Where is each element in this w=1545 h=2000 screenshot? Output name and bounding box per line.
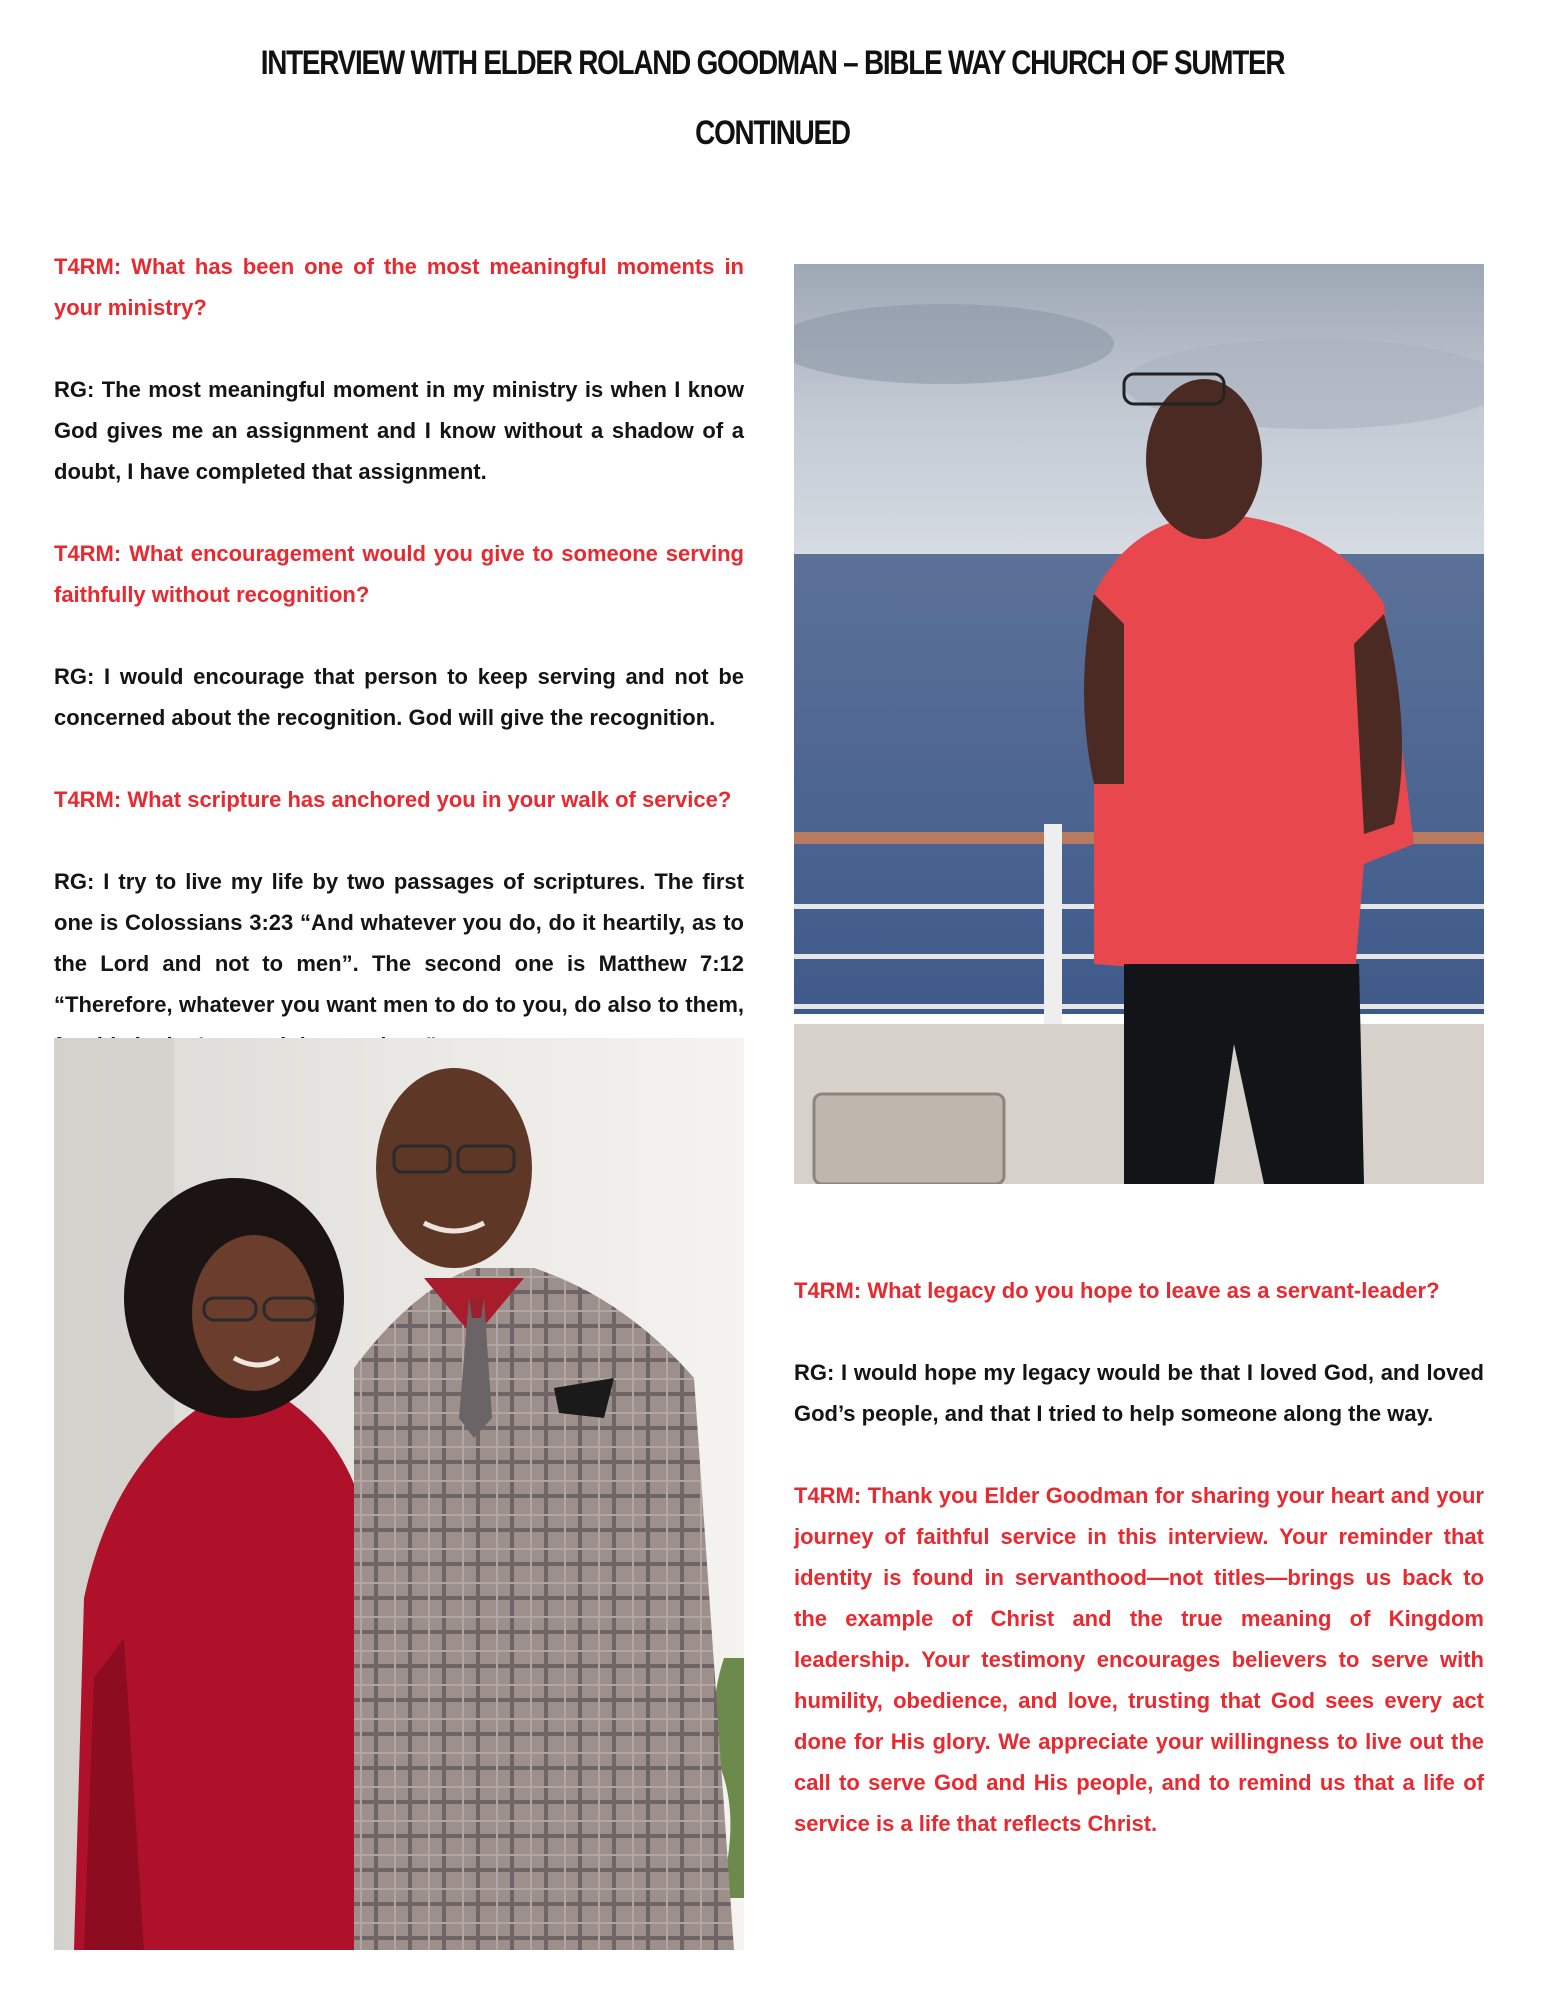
answer-encouragement: RG: I would encourage that person to keep serving and not be concerned about the recognition. God will give the recognition. — [54, 664, 744, 730]
question-meaningful-moment: T4RM: What has been one of the most meaningful moments in your ministry? — [54, 254, 744, 320]
answer-legacy: RG: I would hope my legacy would be that I loved God, and loved God’s people, and that I tried to help someone along the way. — [794, 1360, 1484, 1426]
couple-photo — [54, 1038, 744, 1950]
closing-remarks: T4RM: Thank you Elder Goodman for sharing your heart and your journey of faithful service in this interview. Your reminder that identity is found in servanthood—not titles—brings us back to the example of Christ and the true meaning of Kingdom leadership. Your testimony encourages believers to serve with humility, obedience, and love, trusting that God sees every act done for His glory. We appreciate your willingness to live out the call to serve God and His people, and to remind us that a life of service is a life that reflects Christ. — [794, 1483, 1484, 1836]
left-column-text — [54, 246, 744, 1066]
question-legacy: T4RM: What legacy do you hope to leave as a servant-leader? — [794, 1278, 1440, 1303]
question-encouragement: T4RM: What encouragement would you give to someone serving faithfully without recognition? — [54, 541, 744, 607]
page-title: INTERVIEW WITH ELDER ROLAND GOODMAN – BIBLE WAY CHURCH OF SUMTER — [260, 44, 1285, 82]
page-subtitle: CONTINUED — [695, 114, 850, 152]
answer-meaningful-moment: RG: The most meaningful moment in my ministry is when I know God gives me an assignment and I know without a shadow of a doubt, I have completed that assignment. — [54, 377, 744, 484]
right-column-text — [794, 1270, 1484, 1844]
ship-deck-photo — [794, 264, 1484, 1184]
question-scripture: T4RM: What scripture has anchored you in your walk of service? — [54, 787, 732, 812]
answer-scripture: RG: I try to live my life by two passages of scriptures. The first one is Colossians 3:23 “And whatever you do, do it heartily, as to the Lord and not to men”. The second one is Matthew 7:12 “Therefore, whatever you want men to do to you, do also to them, — [54, 869, 744, 1017]
